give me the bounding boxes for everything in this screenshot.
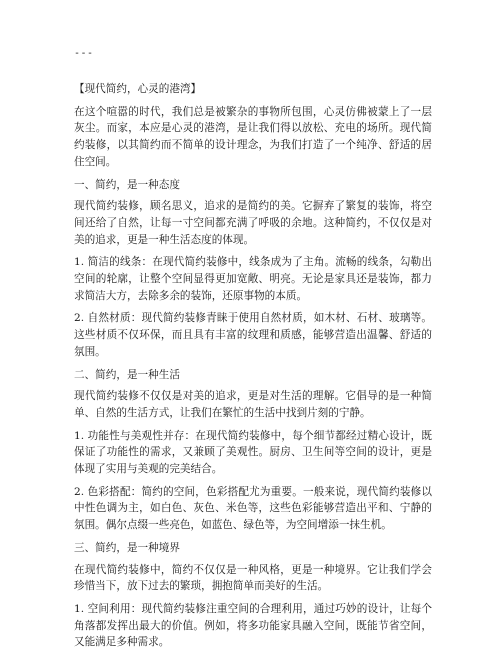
list-item-function: 1. 功能性与美观性并存：在现代简约装修中，每个细节都经过精心设计，既保证了功能性的需求，又兼顾了美观性。厨房、卫生间等空间的设计，更是体现了实用与美观的完美结合。	[74, 429, 432, 476]
body-paragraph: 现代简约装修，顾名思义，追求的是简约的美。它摒弃了繁复的装饰，将空间还给了自然，让每一寸空间都充满了呼吸的余地。这种简约，不仅仅是对美的追求，更是一种生活态度的体现。	[74, 200, 432, 246]
document-title: 【现代简约，心灵的港湾】	[74, 83, 202, 95]
horizontal-rule-marker: ---	[74, 48, 94, 59]
list-item-lines: 1. 简洁的线条：在现代简约装修中，线条成为了主角。流畅的线条，勾勒出空间的轮廓，让整个空间显得更加宽敞、明亮。无论是家具还是装饰，都力求简洁大方，去除多余的装饰，还原事物的本质。	[74, 256, 432, 302]
section-heading-life: 二、简约，是一种生活	[74, 368, 180, 381]
body-paragraph: 在现代简约装修中，简约不仅仅是一种风格，更是一种境界。它让我们学会珍惜当下，放下过去的繁琐，拥抱简单而美好的生活。	[74, 563, 432, 593]
list-item-colors: 2. 色彩搭配：简约的空间，色彩搭配尤为重要。一般来说，现代简约装修以中性色调为主，如白色、灰色、米色等，这些色彩能够营造出平和、宁静的氛围。偶尔点缀一些亮色，如蓝色、绿色等，为空间增添一抹生机。	[74, 485, 432, 532]
list-item-space: 1. 空间利用：现代简约装修注重空间的合理利用，通过巧妙的设计，让每个角落都发挥出最大的价值。例如，将多功能家具融入空间，既能节省空间，又能满足多种需求。	[74, 602, 432, 649]
body-paragraph: 现代简约装修不仅仅是对美的追求，更是对生活的理解。它倡导的是一种简单、自然的生活方式，让我们在繁忙的生活中找到片刻的宁静。	[74, 390, 432, 419]
section-heading-attitude: 一、简约，是一种态度	[74, 178, 180, 191]
list-item-materials: 2. 自然材质：现代简约装修青睐于使用自然材质，如木材、石材、玻璃等。这些材质不仅环保，而且具有丰富的纹理和质感，能够营造出温馨、舒适的氛围。	[74, 312, 432, 358]
section-heading-realm: 三、简约，是一种境界	[74, 541, 180, 554]
intro-paragraph: 在这个喧嚣的时代，我们总是被繁杂的事物所包围，心灵仿佛被蒙上了一层灰尘。而家，本应是心灵的港湾，是让我们得以放松、充电的场所。现代简约装修，以其简约而不简单的设计理念，为我们打造了一个纯净、舒适的居住空间。	[74, 105, 432, 168]
